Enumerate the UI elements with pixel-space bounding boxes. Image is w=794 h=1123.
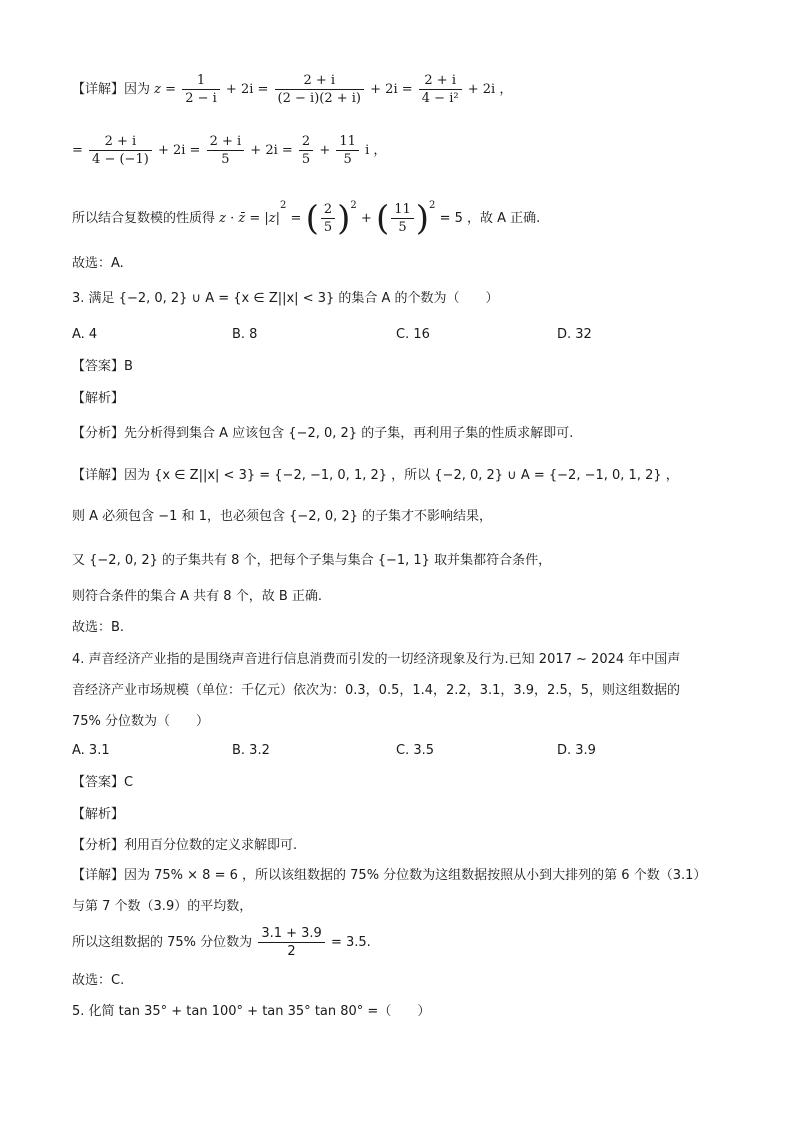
- left-paren-icon: (: [375, 198, 390, 239]
- plus-sign: +: [319, 143, 331, 158]
- q4-answer: 【答案】C: [72, 775, 134, 790]
- q2-choice: 故选：A.: [72, 256, 124, 271]
- q4-detail-2: 与第 7 个数（3.9）的平均数，: [72, 899, 253, 914]
- fraction: [89, 133, 152, 168]
- q3-detail-4: 则符合条件的集合 A 共有 8 个，故 B 正确.: [72, 589, 323, 604]
- z-equals: z =: [154, 82, 177, 97]
- fraction: [419, 72, 462, 107]
- q3-option-a: A. 4: [72, 327, 98, 342]
- q3-stem: 3. 满足 {−2, 0, 2} ∪ A = {x ∈ Z||x| < 3} 的集合 A 的个数为（ ）: [72, 291, 499, 306]
- fraction-denominator: 4 − (−1): [92, 152, 149, 167]
- fraction-numerator: 11: [391, 201, 414, 219]
- q4-stem-2: 音经济产业市场规模（单位：千亿元）依次为：0.3，0.5，1.4，2.2，3.1，3.9，2.5，5，则这组数据的: [72, 683, 680, 698]
- q5-stem: 5. 化简 tan 35° + tan 100° + tan 35° tan 80° =（ ）: [72, 1004, 431, 1019]
- fraction-denominator: 5: [323, 220, 333, 235]
- fraction: [275, 72, 364, 107]
- fraction-denominator: 2: [287, 944, 296, 959]
- fraction-numerator: 2 + i: [89, 133, 152, 151]
- q2-detail-line1: [72, 72, 512, 107]
- fraction-denominator: (2 − i)(2 + i): [277, 91, 362, 106]
- exponent: 2: [429, 200, 436, 211]
- right-paren-icon: ): [337, 198, 351, 239]
- fraction-denominator: 5: [301, 152, 311, 167]
- plus-sign: +: [360, 211, 372, 226]
- fraction-denominator: 5: [221, 152, 230, 167]
- fraction-numerator: 2 + i: [207, 133, 245, 151]
- fraction-denominator: 2 − i: [185, 91, 217, 106]
- q3-option-b: B. 8: [232, 327, 258, 342]
- fraction-numerator: 2 + i: [419, 72, 462, 90]
- q4-detail-3-prefix: 所以这组数据的 75% 分位数为: [72, 935, 253, 950]
- fraction-denominator: 4 − i²: [421, 91, 459, 106]
- fraction-numerator: 2: [321, 201, 335, 219]
- q2-detail-line3: [72, 197, 541, 239]
- q3-detail-3: 又 {−2, 0, 2} 的子集共有 8 个，把每个子集与集合 {−1, 1} 取并集都符合条件，: [72, 553, 552, 568]
- fraction-numerator: 3.1 + 3.9: [258, 925, 325, 943]
- detail-label: 【详解】: [72, 82, 125, 97]
- modulus-expression: z · z̄ = |z|: [219, 211, 281, 226]
- q3-detail-2: 则 A 必须包含 −1 和 1，也必须包含 {−2, 0, 2} 的子集才不影响结果，: [72, 509, 493, 524]
- q4-analysis-title: 【解析】: [72, 807, 125, 822]
- q2-line3-result: = 5 ，故 A 正确.: [439, 211, 541, 226]
- q2-detail-line2: [72, 133, 386, 168]
- fraction: [391, 201, 414, 236]
- q3-option-d: D. 32: [557, 327, 592, 342]
- q3-option-c: C. 16: [396, 327, 430, 342]
- q4-detail-3: [72, 925, 371, 960]
- fraction-denominator: 5: [343, 152, 352, 167]
- q4-option-c: C. 3.5: [396, 743, 435, 758]
- q4-detail-3-result: = 3.5.: [330, 935, 371, 950]
- fraction: [258, 925, 325, 960]
- q3-choice: 故选：B.: [72, 620, 125, 635]
- fraction: [299, 133, 313, 168]
- q3-detail-1: 【详解】因为 {x ∈ Z||x| < 3} = {−2, −1, 0, 1, 2} ，所以 {−2, 0, 2} ∪ A = {−2, −1, 0, 1, 2} ，: [72, 468, 679, 483]
- q2-line1-prefix: 因为: [124, 82, 151, 97]
- fraction-numerator: 2 + i: [275, 72, 364, 90]
- right-paren-icon: ): [415, 198, 430, 239]
- fraction-denominator: 5: [398, 220, 407, 235]
- plus-2i: + 2i =: [370, 82, 413, 97]
- q3-analysis: 【分析】先分析得到集合 A 应该包含 {−2, 0, 2} 的子集，再利用子集的性质求解即可.: [72, 426, 574, 441]
- q4-stem-1: 4. 声音经济产业指的是围绕声音进行信息消费而引发的一切经济现象及行为.已知 2017 ~ 2024 年中国声: [72, 652, 681, 667]
- plus-2i-tail: + 2i ，: [467, 82, 513, 97]
- plus-2i: + 2i =: [225, 82, 269, 97]
- q4-analysis: 【分析】利用百分位数的定义求解即可.: [72, 838, 298, 853]
- plus-2i: + 2i =: [157, 143, 201, 158]
- left-paren-icon: (: [305, 198, 319, 239]
- fraction: [321, 201, 335, 236]
- q3-analysis-title: 【解析】: [72, 391, 125, 406]
- q2-line3-prefix: 所以结合复数模的性质得: [72, 211, 216, 226]
- fraction: [207, 133, 245, 168]
- q4-option-b: B. 3.2: [232, 743, 270, 758]
- q4-choice: 故选：C.: [72, 973, 125, 988]
- fraction: [182, 72, 220, 107]
- fraction-numerator: 11: [336, 133, 359, 151]
- exponent: 2: [350, 200, 357, 211]
- q3-answer: 【答案】B: [72, 359, 133, 374]
- q4-option-d: D. 3.9: [557, 743, 596, 758]
- plus-2i: + 2i =: [250, 143, 293, 158]
- equals-sign: =: [72, 143, 83, 158]
- fraction-numerator: 1: [182, 72, 220, 90]
- exponent: 2: [280, 200, 287, 211]
- q4-stem-3: 75% 分位数为（ ）: [72, 714, 210, 729]
- fraction-numerator: 2: [299, 133, 313, 151]
- q4-detail-1: 【详解】因为 75% × 8 = 6 ，所以该组数据的 75% 分位数为这组数据按照从小到大排列的第 6 个数（3.1）: [72, 868, 707, 883]
- fraction: [336, 133, 359, 168]
- imag-unit-tail: i ，: [365, 143, 387, 158]
- q4-option-a: A. 3.1: [72, 743, 110, 758]
- equals-sign: =: [290, 211, 302, 226]
